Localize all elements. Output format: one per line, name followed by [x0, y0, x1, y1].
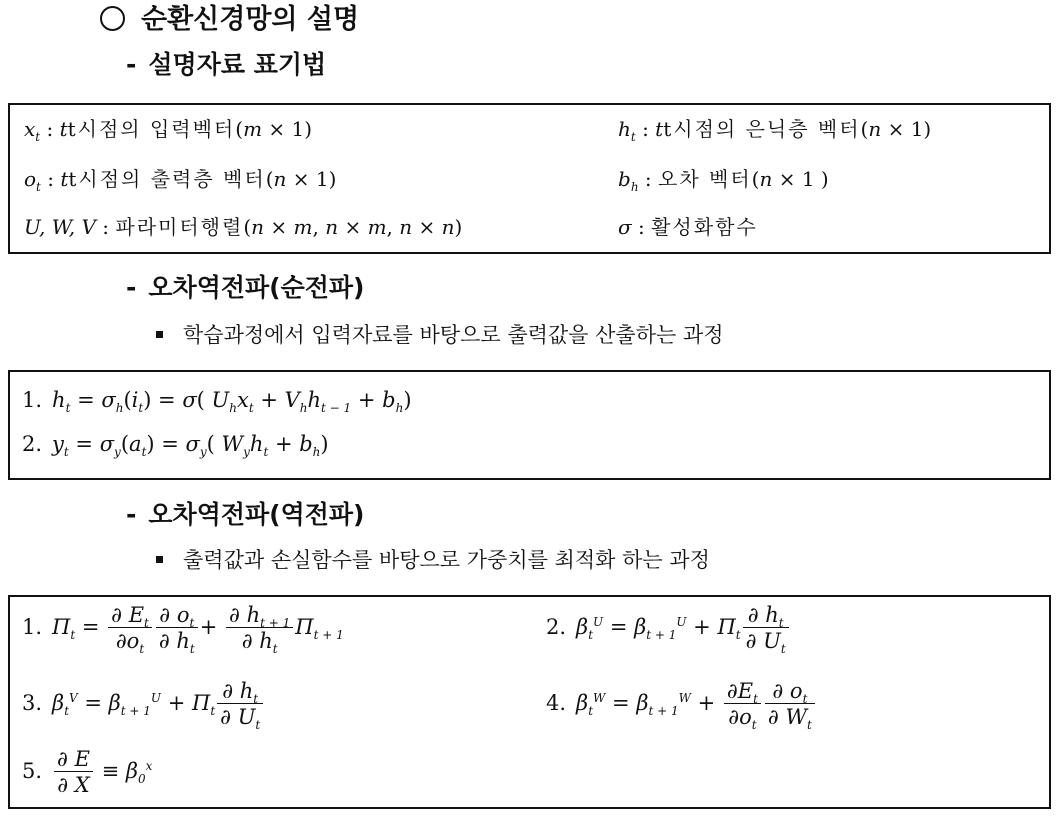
section-title — [100, 2, 359, 38]
section-title-text: 순환신경망의 설명 — [141, 4, 360, 35]
notation-x: $x_t$ : tt시점의 입력벡터(m × 1) — [24, 117, 313, 144]
backward-eq-3: 3. $\beta_t^V = \beta_{t + 1}^U + \Pi_t$ $\frac{\partial h_t}{\partial U_t}$ — [22, 679, 265, 730]
forward-equation-box — [8, 370, 1051, 480]
notation-uwv: U, W, V : 파라미터행렬(n × m, n × m, n × n) — [24, 215, 463, 239]
forward-eq-2: 2. $y_t = \sigma_y(a_t) = \sigma_y$( $W_yh_t + b_h$) — [22, 432, 329, 460]
circle-bullet-icon — [100, 6, 125, 31]
dash-marker: - — [126, 273, 137, 302]
backward-eq-1: 1. $\Pi_t$ = $\frac{\partial E_t}{\partial o_t}$ $\frac{\partial o_t}{\partial h_t}$ + $\frac{\partial h_{t + 1}}{\partial h_t}$ $\Pi_{t + 1}$ — [22, 603, 344, 657]
notation-o: $o_t$ : tt시점의 출력층 벡터(n × 1) — [24, 167, 337, 194]
notation-h: $h_t$ : tt시점의 은닉층 벡터(n × 1) — [618, 117, 932, 144]
forward-eq-1: 1. $h_t = \sigma_h(i_t) = \sigma$( $U_hx_t + V_hh_{t - 1} + b_h$) — [22, 388, 412, 416]
forward-heading — [126, 271, 364, 305]
notation-box — [8, 103, 1051, 254]
notation-heading — [126, 48, 326, 82]
notation-b: $b_h$ : 오차 벡터(n × 1 ) — [618, 167, 829, 194]
notation-heading-text: 설명자료 표기법 — [148, 50, 327, 79]
backward-bullet-text: 출력값과 손실함수를 바탕으로 가중치를 최적화 하는 과정 — [183, 548, 710, 572]
dash-marker: - — [126, 50, 137, 79]
notation-sigma: σ : 활성화함수 — [618, 215, 758, 239]
backward-heading-text: 오차역전파(역전파) — [148, 500, 365, 529]
backward-eq-2: 2. $\beta_t^U = \beta_{t + 1}^U + \Pi_t$ $\frac{\partial h_t}{\partial U_t}$ — [546, 603, 791, 654]
backward-eq-4: 4. $\beta_t^W = \beta_{t + 1}^W$ + $\frac{\partial E_t}{\partial o_t}$ $\frac{\partial o_t}{\partial W_t}$ — [546, 679, 817, 730]
forward-heading-text: 오차역전파(순전파) — [148, 273, 365, 302]
dash-marker: - — [126, 500, 137, 529]
square-bullet-icon — [156, 331, 163, 338]
backward-bullet — [156, 545, 710, 575]
backward-equation-box — [8, 595, 1051, 809]
square-bullet-icon — [156, 556, 163, 563]
forward-bullet — [156, 320, 724, 350]
backward-eq-5: 5. $\frac{\partial E}{\partial X}$ ≡ $\beta_0^x$ — [22, 747, 153, 797]
backward-heading — [126, 498, 364, 532]
forward-bullet-text: 학습과정에서 입력자료를 바탕으로 출력값을 산출하는 과정 — [183, 323, 724, 347]
